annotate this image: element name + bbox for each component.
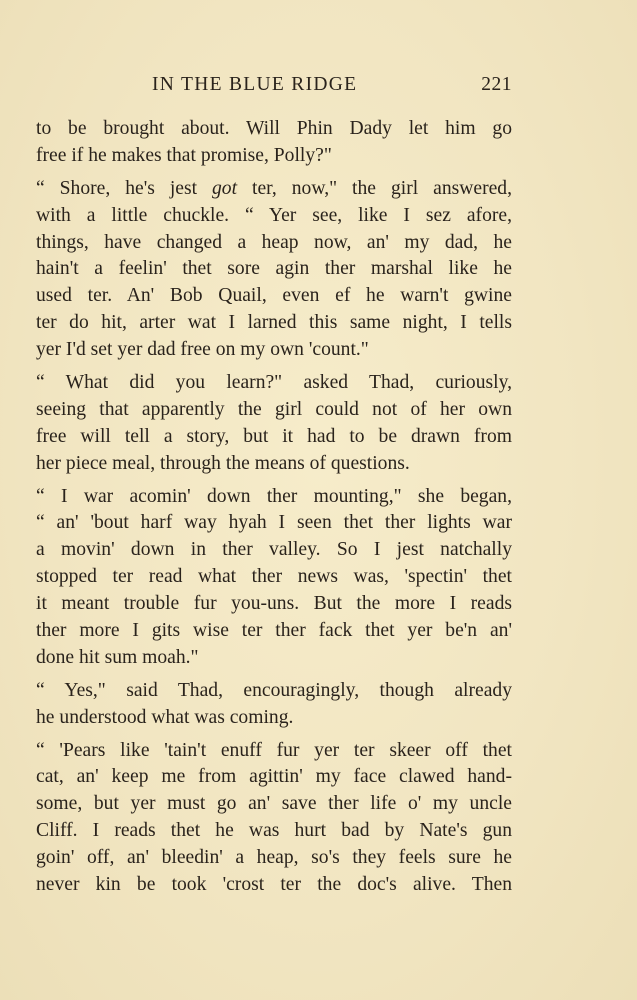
page-header xyxy=(36,70,512,100)
text-line: ther more I gits wise ter ther fack thet yer be'n an' xyxy=(36,620,512,642)
text-line: Cliff. I reads thet he was hurt bad by Nate's gun xyxy=(36,820,512,842)
text-line: free if he makes that promise, Polly?" xyxy=(36,144,332,166)
text-line: cat, an' keep me from agittin' my face clawed hand- xyxy=(36,766,512,788)
text-line: hain't a feelin' thet sore agin ther marshal like he xyxy=(36,258,512,280)
text-line: goin' off, an' bleedin' a heap, so's they feels sure he xyxy=(36,847,512,869)
text-line: free will tell a story, but it had to be drawn from xyxy=(36,425,512,447)
text-line: things, have changed a heap now, an' my dad, he xyxy=(36,231,512,253)
text-line: stopped ter read what ther news was, 'spectin' thet xyxy=(36,566,512,588)
text-line: a movin' down in ther valley. So I jest natchally xyxy=(36,539,512,561)
page-number: 221 xyxy=(481,74,512,95)
text-line: “ I war acomin' down ther mounting," she began, xyxy=(36,485,512,507)
text-line: used ter. An' Bob Quail, even ef he warn't gwine xyxy=(36,285,512,307)
text-line: with a little chuckle. “ Yer see, like I sez afore, xyxy=(36,204,512,226)
text-line: “ What did you learn?" asked Thad, curiously, xyxy=(36,372,512,394)
text-line: some, but yer must go an' save ther life o' my uncle xyxy=(36,793,512,815)
running-title: IN THE BLUE RIDGE xyxy=(152,74,358,95)
text-line: “ Yes," said Thad, encouragingly, though already xyxy=(36,679,512,701)
text-line: done hit sum moah." xyxy=(36,646,199,668)
text-line: her piece meal, through the means of questions. xyxy=(36,452,410,474)
text-line: “ an' 'bout harf way hyah I seen thet ther lights war xyxy=(36,512,512,534)
text-line: it meant trouble fur you-uns. But the more I reads xyxy=(36,593,512,615)
text-line: he understood what was coming. xyxy=(36,706,294,728)
text-line: ter do hit, arter wat I larned this same night, I tells xyxy=(36,312,512,334)
text-line: “ 'Pears like 'tain't enuff fur yer ter skeer off thet xyxy=(36,739,512,761)
text-line: yer I'd set yer dad free on my own 'count." xyxy=(36,339,369,361)
text-line: never kin be took 'crost ter the doc's alive. Then xyxy=(36,874,512,896)
text-line: seeing that apparently the girl could not of her own xyxy=(36,398,512,420)
body-text xyxy=(36,116,512,899)
text-line: “ Shore, he's jest got ter, now," the girl answered, xyxy=(36,177,513,199)
text-line: to be brought about. Will Phin Dady let him go xyxy=(36,118,512,139)
